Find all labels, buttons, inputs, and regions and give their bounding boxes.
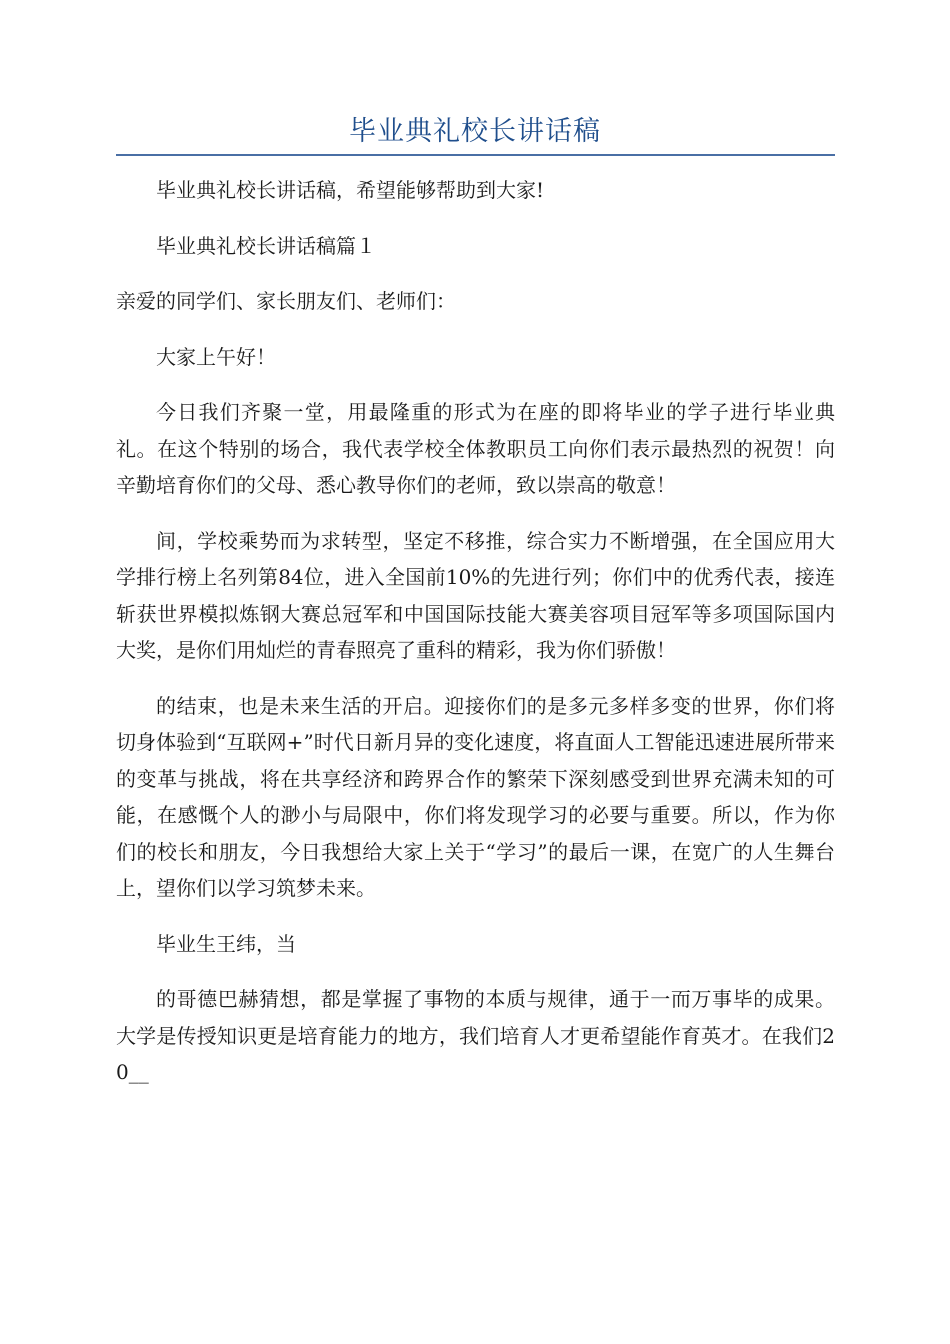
body-paragraph: 毕业生王纬，当: [156, 931, 296, 956]
body-paragraph: 间，学校乘势而为求转型，坚定不移推，综合实力不断增强，在全国应用大学排行榜上名列第84位，进入全国前10%的先进行列；你们中的优秀代表，接连斩获世界模拟炼钢大赛总冠军和中国国际技能大赛美容项目冠军等多项国际国内大奖，是你们用灿烂的青春照亮了重科的精彩，我为你们骄傲！: [116, 528, 835, 662]
body-paragraph: 的结束，也是未来生活的开启。迎接你们的是多元多样多变的世界，你们将切身体验到“互联网+”时代日新月异的变化速度，将直面人工智能迅速进展所带来的变革与挑战，将在共享经济和跨界合作的繁荣下深刻感受到世界充满未知的可能，在感慨个人的渺小与局限中，你们将发现学习的必要与重要。所以，作为你们的校长和朋友，今日我想给大家上关于“学习”的最后一课，在宽广的人生舞台上，望你们以学习筑梦未来。: [116, 693, 835, 900]
greeting: 大家上午好！: [156, 344, 276, 369]
body-paragraph: 今日我们齐聚一堂，用最隆重的形式为在座的即将毕业的学子进行毕业典礼。在这个特别的场合，我代表学校全体教职员工向你们表示最热烈的祝贺！向辛勤培育你们的父母、悉心教导你们的老师，致以崇高的敬意！: [116, 400, 835, 497]
intro-paragraph: 毕业典礼校长讲话稿，希望能够帮助到大家!: [156, 178, 545, 202]
page-title: 毕业典礼校长讲话稿: [349, 116, 601, 147]
body-paragraph: 的哥德巴赫猜想，都是掌握了事物的本质与规律，通于一而万事毕的成果。大学是传授知识更是培育能力的地方，我们培育人才更希望能作育英才。在我们20__: [116, 987, 835, 1084]
document-body: [116, 172, 835, 1091]
title-divider: [116, 154, 835, 156]
section-heading: 毕业典礼校长讲话稿篇１: [156, 233, 376, 258]
salutation: 亲爱的同学们、家长朋友们、老师们：: [116, 289, 456, 313]
